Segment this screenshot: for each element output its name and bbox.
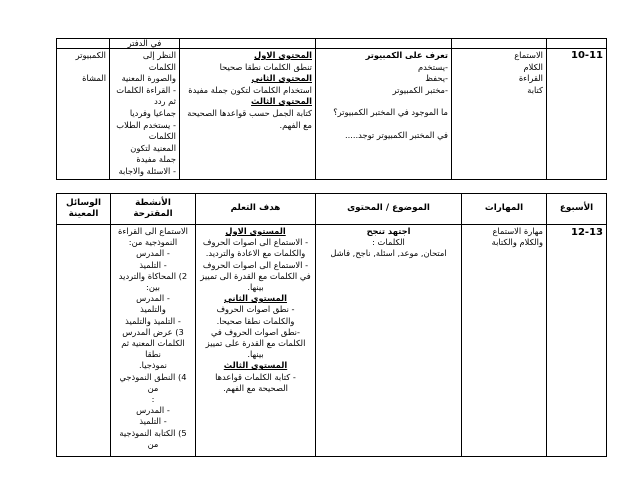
activity-line: - المدرس <box>136 248 170 259</box>
objective-line: بينها. <box>247 282 264 293</box>
level3-title: المحتوى الثالث <box>251 96 312 107</box>
blank-cell <box>57 39 110 49</box>
topic-title: اجتهد تنجح <box>366 226 411 236</box>
activity-line: - التلميذ <box>139 416 167 427</box>
skill-item: والكلام والكتابة <box>491 237 543 248</box>
objective-line: -نطق اصوات الحروف في <box>211 326 300 337</box>
media-cell <box>57 225 111 457</box>
blank-cell <box>180 39 316 49</box>
objective-line: - الاستماع الى اصوات الحروف <box>202 259 309 270</box>
activity-line: - القراءة الكلمات ثم ردد <box>116 84 176 107</box>
activity-line: 2) المحاكاة والترديد <box>118 270 188 281</box>
objective-level-title: المستوى الثاني <box>223 293 288 304</box>
blank-cell <box>452 39 547 49</box>
activity-line: والصورة المعنية <box>121 73 176 84</box>
media-item: المشاة <box>82 72 106 83</box>
week-cell <box>547 225 607 457</box>
topic-title: تعرف على الكمبيوتر <box>365 50 448 60</box>
activity-line: المعنية لتكون جملة مفيدة <box>130 142 176 165</box>
objective-level-title: المستوى الثالث <box>223 360 288 371</box>
corner-note-cell <box>110 39 180 49</box>
activity-line: والتلميذ <box>140 304 166 315</box>
objectives-cell <box>196 225 316 457</box>
objective-line: والكلمات نطقا صحيحا. <box>216 315 295 326</box>
activity-line: : <box>151 394 155 405</box>
skills-cell <box>452 49 547 180</box>
topic-item: -يحفظ <box>425 73 448 84</box>
week-number: 10-11 <box>571 50 603 61</box>
header-topic: الموضوع / المحتوى <box>316 194 462 225</box>
header-media-line: الوسائل <box>66 198 101 208</box>
activity-line: - المدرس <box>136 405 170 416</box>
level1-text: تنطق الكلمات نطقا صحيحا <box>219 61 312 72</box>
topic-question: ما الموجود في المختبر الكمبيوتر؟ <box>333 107 448 118</box>
activity-line: - التلميذ <box>139 259 167 270</box>
objective-line: - الاستماع الى اصوات الحروف <box>202 237 309 248</box>
activity-line: - الاسئلة والاجابة <box>118 165 176 176</box>
activities-cell <box>111 225 196 457</box>
objective-level-title: المستوى الاول <box>225 226 286 236</box>
activity-line: نموذجيا. <box>139 360 167 371</box>
activity-line: الكلمات المعنية ثم نطقا <box>121 338 185 360</box>
lesson-plan-table <box>56 193 607 457</box>
corner-note: في الدفتر <box>127 38 162 48</box>
activity-line: النموذجية من: <box>128 237 178 248</box>
objective-line: في الكلمات مع القدرة الى تمييز <box>200 270 311 281</box>
topic-cell <box>316 225 462 457</box>
week-cell <box>547 49 607 180</box>
activity-line: الاستماع الى القراءة <box>118 226 188 236</box>
objective-line: - كتابة الكلمات قواعدها <box>215 371 296 382</box>
skill-item: مهارة الاستماع <box>492 226 543 236</box>
week-number: 12-13 <box>571 227 603 238</box>
skills-cell <box>462 225 547 457</box>
objective-line: والكلمات مع الاعادة والترديد. <box>205 248 306 259</box>
topic-answer: في المختبر الكمبيوتر توجد..... <box>344 129 448 140</box>
skill-item: القراءة <box>518 73 543 84</box>
media-item: الكمبيوتر <box>75 50 106 60</box>
media-cell <box>57 49 110 180</box>
topic-item: -يستخدم <box>417 61 448 72</box>
header-skills: المهارات <box>462 194 547 225</box>
activity-line: بين: <box>146 282 160 293</box>
blank-cell <box>316 39 452 49</box>
objectives-cell <box>180 49 316 180</box>
level2-title: المحتوى الثاني <box>251 73 312 84</box>
activity-line: - التلميذ والتلميذ <box>125 315 181 326</box>
topic-words-label: الكلمات : <box>372 237 405 248</box>
activities-cell <box>110 49 180 180</box>
header-objectives: هدف التعلم <box>196 194 316 225</box>
objective-line: الصحيحة مع الفهم. <box>223 382 288 393</box>
topic-cell <box>316 49 452 180</box>
level1-title: المحتوى الاول <box>254 50 312 60</box>
header-week: الأسبوع <box>547 194 607 225</box>
activity-line: 5) الكتابة النموذجية من <box>119 427 187 449</box>
header-media <box>57 194 111 225</box>
skill-item: الاستماع <box>514 50 543 60</box>
activity-line: - يستخدم الطلاب الكلمات <box>116 119 176 142</box>
header-media-line: المعينة <box>68 209 99 219</box>
topic-item: -مختبر الكمبيوتر <box>392 84 448 95</box>
header-activities: الأنشطة المقترحة <box>111 194 196 225</box>
activity-line: النظر إلى الكلمات <box>142 50 176 72</box>
blank-cell <box>547 39 607 49</box>
objective-line: الكلمات مع القدرة على تمييز <box>205 338 306 349</box>
activity-line: - المدرس <box>136 293 170 304</box>
skill-item: الكلام <box>523 61 543 72</box>
level2-text: استخدام الكلمات لتكون جملة مفيدة <box>188 84 312 95</box>
previous-lesson-table <box>56 38 607 180</box>
skill-item: كتابة <box>527 84 543 95</box>
objective-line: - نطق اصوات الحروف <box>216 304 295 315</box>
activity-line: جماعيا وفرديا <box>129 107 176 118</box>
objective-line: بينها. <box>247 349 264 360</box>
activity-line: 4) النطق النموذجي من <box>119 371 187 393</box>
activity-line: 3) عرض المدرس <box>122 326 184 337</box>
topic-words: امتحان, موعد, اسئلة, ناجح, فاشل <box>330 248 447 259</box>
level3-text: كتابة الجمل حسب قواعدها الصحيحة مع الفهم. <box>187 107 312 130</box>
